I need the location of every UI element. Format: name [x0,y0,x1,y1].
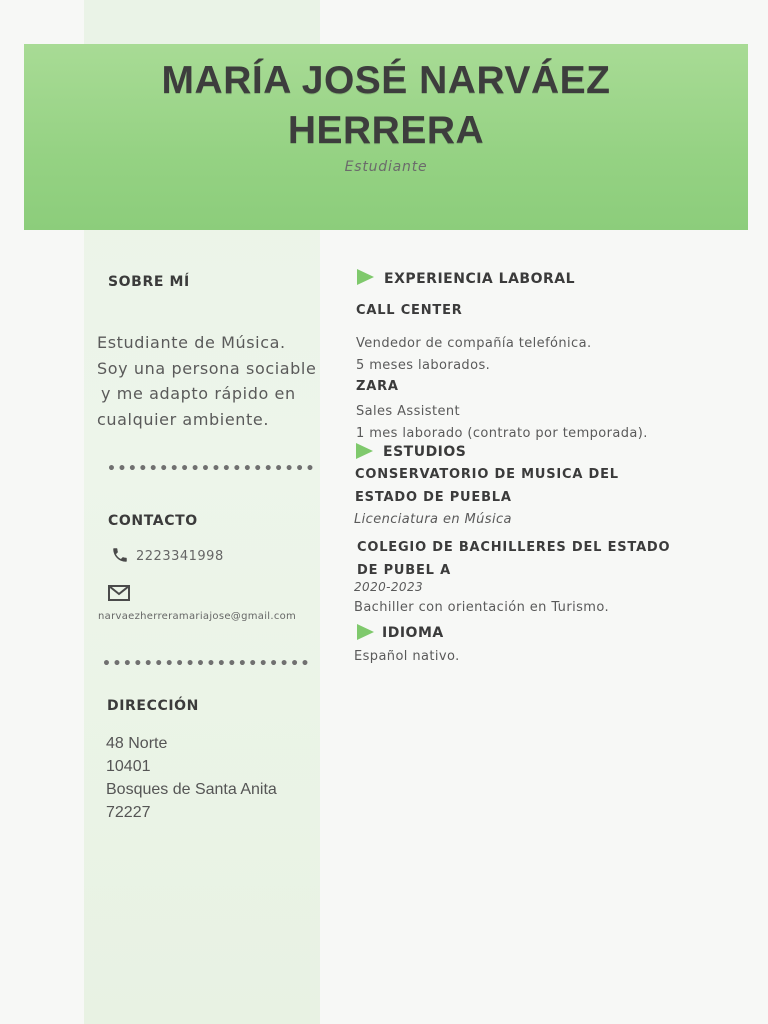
role-subtitle: Estudiante [344,159,428,175]
job-line: Vendedor de compañía telefónica. [356,336,592,351]
job-line: 1 mes laborado (contrato por temporada). [356,426,648,441]
job-company: CALL CENTER [356,303,463,318]
phone-number: 2223341998 [136,549,224,564]
about-text [97,330,316,432]
name-line-1: MARÍA JOSÉ NARVÁEZ [161,59,611,102]
full-name [24,56,748,156]
header-banner [24,44,748,230]
school-name [355,464,619,509]
address-line: 72227 [106,804,151,821]
experience-arrow-icon [357,269,374,285]
about-line: Soy una persona sociable [97,358,317,378]
about-line: Estudiante de Música. [97,333,286,352]
school-line: ESTADO DE PUEBLA [355,489,512,505]
school-name [357,537,670,582]
envelope-icon [108,585,130,605]
language-arrow-icon [357,624,374,640]
about-heading: SOBRE MÍ [108,274,190,290]
address-line: Bosques de Santa Anita [106,781,277,798]
name-line-2: HERRERA [287,109,485,152]
address-line: 48 Norte [106,735,168,752]
divider-dots: •••••••••••••••••••• [102,656,311,672]
studies-heading: ESTUDIOS [383,444,467,460]
job-details [356,333,592,377]
job-details [356,401,648,445]
job-line: 5 meses laborados. [356,358,491,373]
studies-arrow-icon [356,443,373,459]
address-block [106,732,277,824]
phone-icon [111,546,129,568]
about-line: cualquier ambiente. [97,409,270,429]
study-years: 2020-2023 [354,580,424,594]
email-address: narvaezherreramariajose@gmail.com [98,611,297,622]
experience-heading: EXPERIENCIA LABORAL [384,271,576,287]
job-company: ZARA [356,379,399,394]
contact-heading: CONTACTO [108,513,198,529]
school-line: COLEGIO DE BACHILLERES DEL ESTADO [357,540,671,555]
about-line: y me adapto rápido en [101,384,296,403]
language-heading: IDIOMA [382,625,444,641]
language-text: Español nativo. [354,649,460,664]
degree: Bachiller con orientación en Turismo. [354,600,609,615]
school-line: CONSERVATORIO DE MUSICA DEL [355,467,619,482]
school-line: DE PUBEL A [357,562,451,578]
address-line: 10401 [106,758,151,775]
degree: Licenciatura en Música [354,512,512,527]
job-line: Sales Assistent [356,404,460,419]
address-heading: DIRECCIÓN [107,698,199,714]
divider-dots: •••••••••••••••••••• [107,461,316,477]
